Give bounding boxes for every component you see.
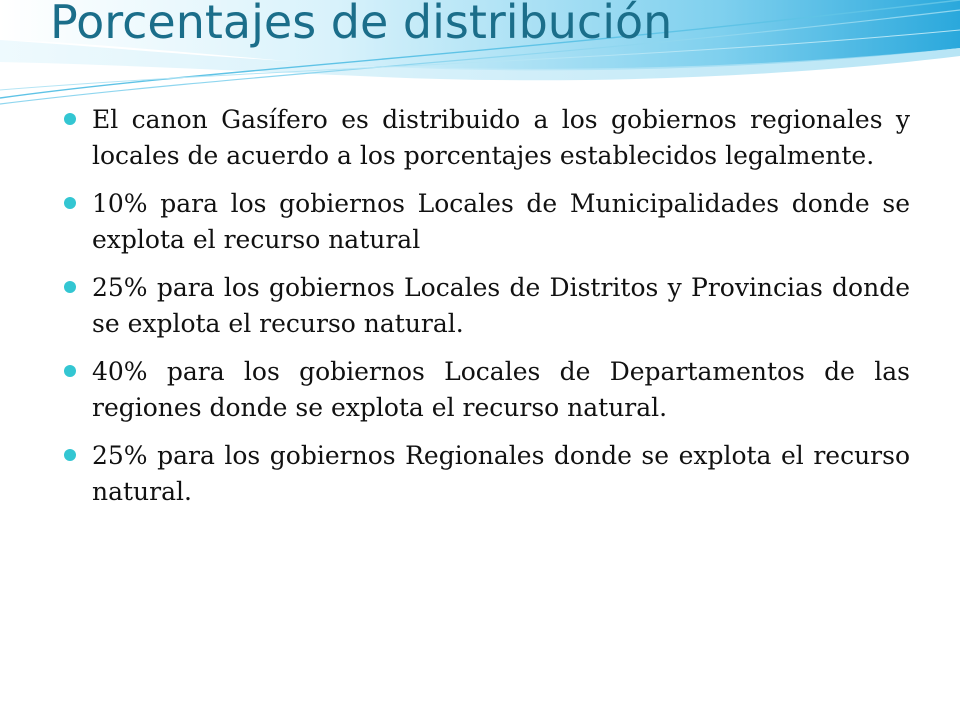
bullet-text: El canon Gasífero es distribuido a los gobiernos regionales y locales de acuerdo a los porcentajes establecidos legalmente.: [92, 105, 910, 170]
bullet-text: 40% para los gobiernos Locales de Departamentos de las regiones donde se explota el recurso natural.: [92, 357, 910, 422]
bullet-dot-icon: [64, 365, 76, 377]
bullet-text: 10% para los gobiernos Locales de Municipalidades donde se explota el recurso natural: [92, 189, 910, 254]
bullet-dot-icon: [64, 197, 76, 209]
bullet-dot-icon: [64, 449, 76, 461]
bullet-text: 25% para los gobiernos Regionales donde se explota el recurso natural.: [92, 441, 910, 506]
bullet-dot-icon: [64, 113, 76, 125]
bullet-dot-icon: [64, 281, 76, 293]
slide-title: Porcentajes de distribución: [50, 0, 673, 49]
list-item: [62, 354, 910, 426]
bullet-list: [62, 102, 910, 522]
bullet-text: 25% para los gobiernos Locales de Distritos y Provincias donde se explota el recurso natural.: [92, 273, 910, 338]
list-item: [62, 186, 910, 258]
list-item: [62, 270, 910, 342]
list-item: [62, 102, 910, 174]
list-item: [62, 438, 910, 510]
